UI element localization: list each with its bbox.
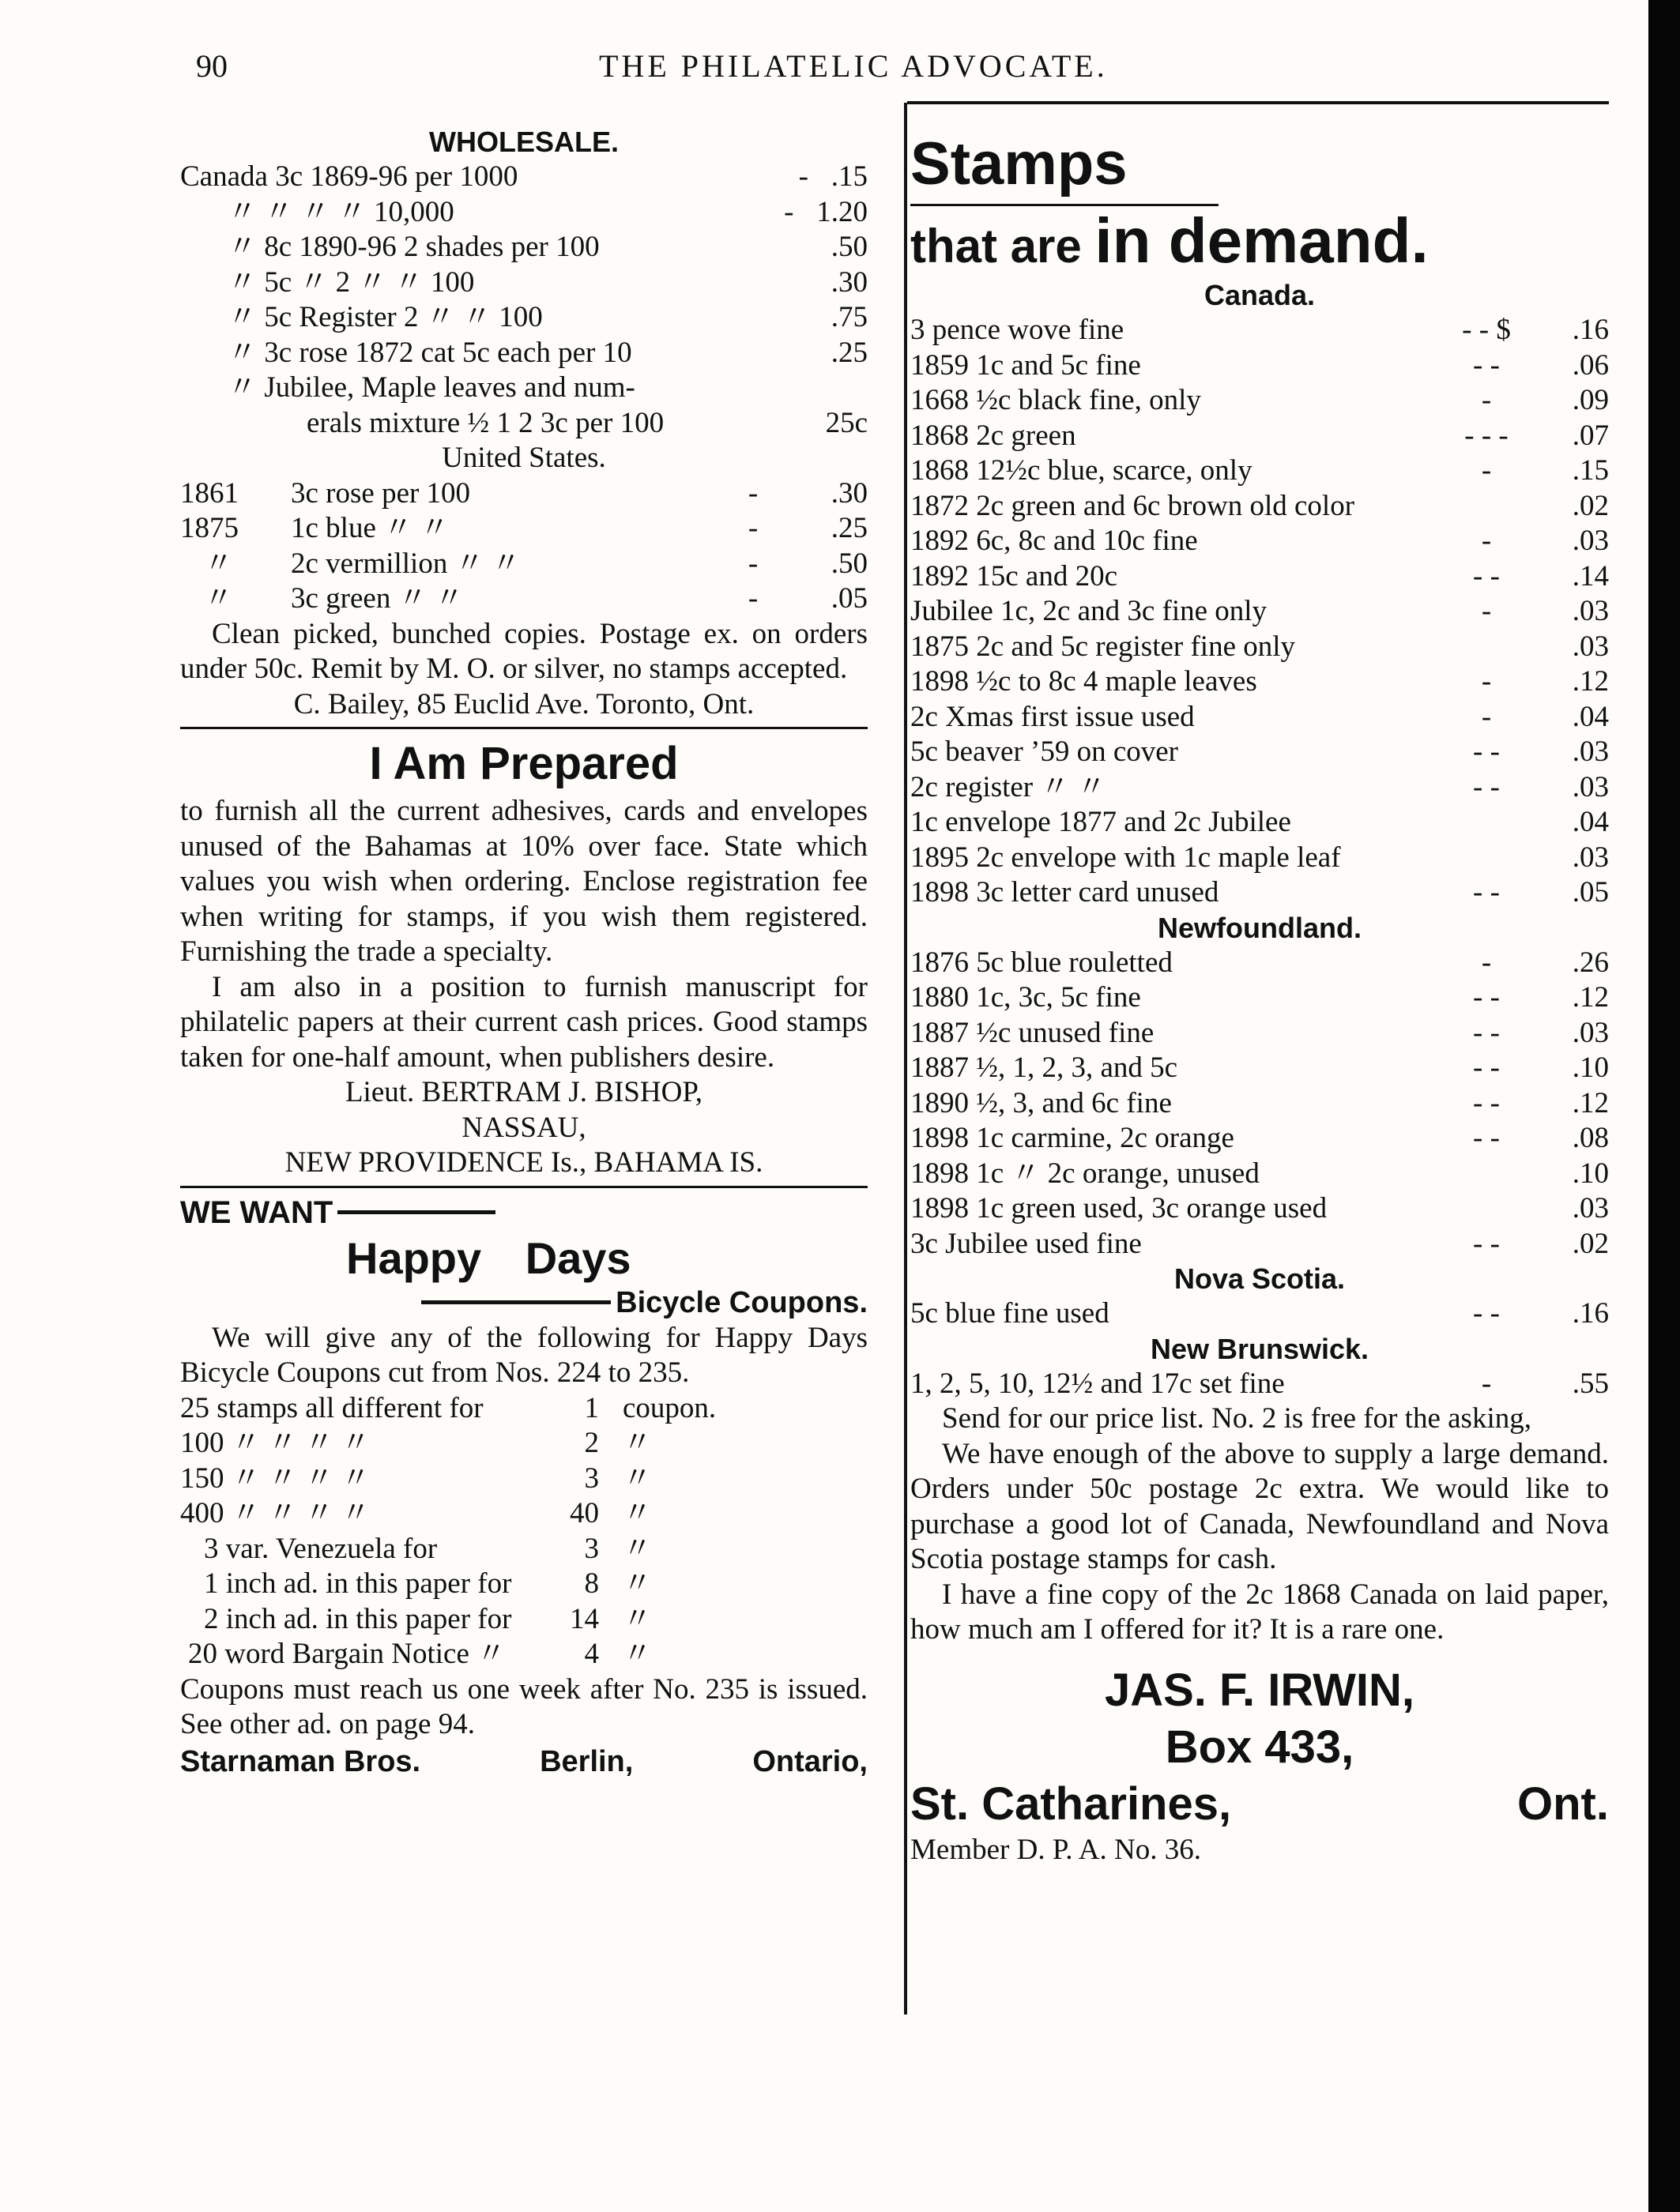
signature-name: Starnaman Bros. <box>180 1744 421 1778</box>
list-item: 2c Xmas first issue used - .04 <box>910 700 1609 733</box>
happy-days-closing: Coupons must reach us one week after No. 235 is issued. See other ad. on page 94. <box>180 1672 868 1740</box>
divider <box>180 727 868 729</box>
list-item: 2 inch ad. in this paper for 14 〃 <box>204 1602 652 1635</box>
list-item: 1892 6c, 8c and 10c fine - .03 <box>910 525 1609 557</box>
member-line: Member D. P. A. No. 36. <box>910 1833 1201 1866</box>
list-item: 400 〃 〃 〃 〃 40 〃 <box>180 1497 652 1529</box>
list-item: 1, 2, 5, 10, 12½ and 17c set fine - .55 <box>910 1367 1609 1400</box>
list-item: 100 〃 〃 〃 〃 2 〃 <box>180 1427 652 1459</box>
bishop-signature-1: Lieut. BERTRAM J. BISHOP, <box>345 1076 703 1108</box>
wholesale-note: Clean picked, bunched copies. Postage ex. on orders under 50c. Remit by M. O. or silver, no stamps accepted. <box>180 617 868 685</box>
newfoundland-list <box>910 946 1609 1262</box>
arrow-line-icon <box>421 1300 611 1304</box>
irwin-city-line <box>910 1776 1609 1833</box>
signature-city: Berlin, <box>540 1744 634 1778</box>
stamps-para-1: Send for our price list. No. 2 is free for the asking, <box>942 1402 1531 1435</box>
bishop-ad <box>180 734 868 1181</box>
list-item: 〃 3c rose 1872 cat 5c each per 10 .25 <box>228 336 868 369</box>
irwin-province: Ont. <box>1517 1778 1609 1830</box>
list-item: 1876 5c blue rouletted - .26 <box>910 946 1609 979</box>
list-item: 3 var. Venezuela for 3 〃 <box>204 1532 652 1565</box>
list-item: 1872 2c green and 6c brown old color .02 <box>910 489 1609 522</box>
irwin-box: Box 433, <box>1165 1721 1354 1773</box>
list-item: 3 pence wove fine - - $ .16 <box>910 314 1609 346</box>
list-item: 1898 1c carmine, 2c orange - - .08 <box>910 1122 1609 1154</box>
list-item: 1861 3c rose per 100 - .30 <box>180 476 868 510</box>
list-item: 1880 1c, 3c, 5c fine - - .12 <box>910 981 1609 1014</box>
list-item: 1895 2c envelope with 1c maple leaf .03 <box>910 841 1609 874</box>
list-item: 1668 ½c black fine, only - .09 <box>910 384 1609 416</box>
coupon-offers <box>180 1391 868 1672</box>
arrow-line-icon <box>337 1210 495 1214</box>
in-demand-heading <box>910 205 1609 278</box>
canada-list <box>910 313 1609 911</box>
bishop-signature-2: NASSAU, <box>461 1111 586 1144</box>
happy-days-title: Happy Days <box>346 1232 631 1283</box>
bishop-signature-3: NEW PROVIDENCE Is., BAHAMA IS. <box>284 1146 763 1179</box>
bishop-heading: I Am Prepared <box>369 738 679 789</box>
wholesale-address: C. Bailey, 85 Euclid Ave. Toronto, Ont. <box>293 687 755 720</box>
bishop-para-1: to furnish all the current adhesives, cards and envelopes unused of the Bahamas at 10% over face. State which values you wish when ordering. Enclose registration fee when writing for stamps, if you wish them registered. Furnishing the trade a specialty. <box>180 795 868 968</box>
we-want-label: WE WANT <box>180 1194 333 1230</box>
list-item: 1 inch ad. in this paper for 8 〃 <box>204 1567 652 1600</box>
list-item: 〃 2c vermillion 〃 〃 - .50 <box>204 547 868 580</box>
divider <box>180 1186 868 1188</box>
list-item: 1c envelope 1877 and 2c Jubilee .04 <box>910 806 1609 838</box>
list-item: 1892 15c and 20c - - .14 <box>910 559 1609 592</box>
stamps-para-3: I have a fine copy of the 2c 1868 Canada on laid paper, how much am I offered for it? It is a rare one. <box>910 1578 1609 1646</box>
list-item: 5c beaver ’59 on cover - - .03 <box>910 735 1609 768</box>
stamps-heading: Stamps <box>910 130 1128 198</box>
wholesale-title: WHOLESALE. <box>429 126 619 158</box>
list-item: 〃 Jubilee, Maple leaves and num- <box>228 371 635 404</box>
right-column <box>910 126 1609 1868</box>
bicycle-coupons-line <box>180 1285 868 1321</box>
newfoundland-title: Newfoundland. <box>1158 911 1362 944</box>
list-item: 1868 2c green - - - .07 <box>910 419 1609 452</box>
list-item: 20 word Bargain Notice 〃 4 〃 <box>188 1638 652 1670</box>
list-item: 〃 5c 〃 2 〃 〃 100 .30 <box>228 265 868 299</box>
happy-days-signature <box>180 1743 868 1781</box>
list-item: 〃 5c Register 2 〃 〃 100 .75 <box>228 301 868 333</box>
list-item: Jubilee 1c, 2c and 3c fine only - .03 <box>910 595 1609 627</box>
list-item: 3c Jubilee used fine - - .02 <box>910 1227 1609 1260</box>
signature-province: Ontario, <box>752 1744 868 1778</box>
list-item: 5c blue fine used - - .16 <box>910 1297 1609 1330</box>
list-item: 1898 ½c to 8c 4 maple leaves - .12 <box>910 665 1609 698</box>
united-states-title: United States. <box>442 442 606 474</box>
wholesale-ad <box>180 125 868 722</box>
page-number: 90 <box>196 48 228 84</box>
list-item: 1890 ½, 3, and 6c fine - - .12 <box>910 1086 1609 1119</box>
list-item: 〃 8c 1890-96 2 shades per 100 .50 <box>228 231 868 263</box>
list-item: 1868 12½c blue, scarce, only - .15 <box>910 454 1609 487</box>
list-item: 150 〃 〃 〃 〃 3 〃 <box>180 1462 652 1495</box>
list-item: 1859 1c and 5c fine - - .06 <box>910 348 1609 382</box>
happy-days-intro: We will give any of the following for Happy Days Bicycle Coupons cut from Nos. 224 to 235. <box>180 1321 868 1389</box>
list-item: 〃 〃 〃 〃 10,000 - 1.20 <box>228 195 868 228</box>
nova-scotia-title: Nova Scotia. <box>1173 1262 1346 1295</box>
irwin-name: JAS. F. IRWIN, <box>1104 1664 1415 1716</box>
list-item: erals mixture ½ 1 2 3c per 100 25c <box>307 406 868 439</box>
happy-days-ad <box>180 1193 868 1781</box>
bishop-para-2: I am also in a position to furnish manuscript for philatelic papers at their current cash prices. Good stamps taken for one-half amount, when publishers desire. <box>180 970 868 1074</box>
wholesale-canada-list <box>180 160 868 441</box>
list-item: 1898 1c 〃 2c orange, unused .10 <box>910 1157 1609 1190</box>
list-item: 1887 ½c unused fine - - .03 <box>910 1016 1609 1049</box>
page-edge-bar <box>1648 0 1680 2212</box>
left-column <box>180 125 868 1781</box>
that-are-label: that are <box>910 220 1082 273</box>
canada-title: Canada. <box>1203 279 1316 311</box>
list-item: 〃 3c green 〃 〃 - .05 <box>204 582 868 615</box>
list-item: Canada 3c 1869-96 per 1000 - .15 <box>180 160 868 193</box>
list-item: 1875 2c and 5c register fine only .03 <box>910 630 1609 663</box>
page-header <box>196 47 1618 95</box>
list-item: 1887 ½, 1, 2, 3, and 5c - - .10 <box>910 1051 1609 1084</box>
irwin-city: St. Catharines, <box>910 1778 1232 1830</box>
bicycle-coupons-label: Bicycle Coupons. <box>616 1285 868 1319</box>
we-want-line <box>180 1193 868 1232</box>
in-demand-label: in demand. <box>1094 205 1429 276</box>
journal-title: THE PHILATELIC ADVOCATE. <box>599 48 1108 84</box>
list-item: 1875 1c blue 〃 〃 - .25 <box>180 512 868 544</box>
new-brunswick-title: New Brunswick. <box>1150 1332 1369 1365</box>
wholesale-us-list <box>180 476 868 617</box>
column-divider <box>904 103 907 2014</box>
list-item: 1898 1c green used, 3c orange used .03 <box>910 1192 1609 1224</box>
list-item: 1898 3c letter card unused - - .05 <box>910 876 1609 908</box>
header-rule <box>907 101 1609 104</box>
list-item: 25 stamps all different for 1 coupon. <box>180 1391 717 1424</box>
list-item: 2c register 〃 〃 - - .03 <box>910 770 1609 803</box>
stamps-para-2: We have enough of the above to supply a large demand. Orders under 50c postage 2c extra. We would like to purchase a good lot of Canada, Newfoundland and Nova Scotia postage stamps for cash. <box>910 1437 1609 1575</box>
